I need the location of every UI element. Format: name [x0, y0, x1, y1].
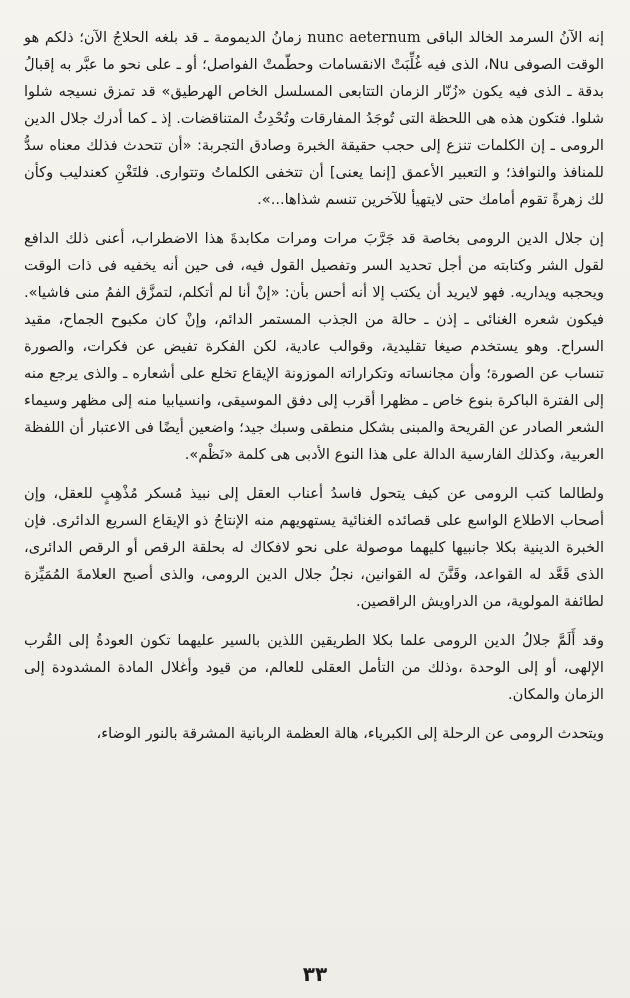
paragraph-5 — [24, 720, 604, 747]
paragraph-5-text: ويتحدث الرومى عن الرحلة إلى الكبرياء، هالة العظمة الربانية المشرقة بالنور الوضاء، — [96, 725, 604, 742]
paragraph-1-rest-b: ذلكم هو الوقت الصوفى Nu، الذى فيه غُلِّبَتْ الانقسامات وحطّمتْ الفواصل؛ أو ـ على نحو ما عبَّر به إقبالُ بدقة ـ الذى فيه يكون «زُنّار الزمان التتابعى المسلسل الخاص الهرطيق» قد تمزق نسيجه شلوا شلوا. فتكون هذه هى اللحظة التى تُوجَدُ المفارقات وتُحْدِثُ المتناقضات. إذ ـ كما أدرك جلال الدين الرومى ـ إن الكلمات تنزع إلى حجب حقيقة الخبرة وصادق التجربة: «أن تتحدث فذلك معناه سدُّ للمنافذ والنوافذ؛ و التعبير الأعمق [إنما يعنى] أن تتخفى الكلماتُ وتتوارى. فلتَغْنِ كعندليب وكأن لك زهرةً تقوم أمامك حتى لايتهيأ للآخرين تنسم شذاها...». — [24, 29, 604, 208]
paragraph-1-start: إنه الآنُ السرمد الخالد الباقى — [420, 29, 605, 46]
paragraph-1-rest-a: زمانُ الديمومة ـ قد بلغه الحلاجُ الآن؛ — [79, 29, 308, 46]
paragraph-3-text: ولطالما كتب الرومى عن كيف يتحول فاسدُ أعناب العقل إلى نبيذ مُسكر مُذْهِبٍ للعقل، وإن أصحاب الاطلاع الواسع على قصائده الغنائية يستهويهم منه الإنتاجُ ذو الإيقاع السريع الدائرى. فإن الخبرة الدينية بكلا جانبيها كليهما موصولة على نحو لافكاك له بحلقة الرقص أو الرقص الدائرى، الذى قَعَّد له القواعد، وقَنَّنَ له القوانين، نجلُ جلال الدين الرومى، والذى أصبح العلامةَ المُمَيِّزة لطائفة المولوية، من الدراويش الراقصين. — [24, 485, 604, 610]
latin-term: nunc aeternum — [307, 29, 421, 46]
paragraph-4-text: وقد أَلَمَّ جلالُ الدين الرومى علما بكلا الطريقين اللذين بالسير عليهما تكون العودةُ إلى القُرب الإلهى، أو إلى الوحدة ،وذلك من التأمل العقلى للعالم، من قيود وأغلال المادة المشدودة إلى الزمان والمكان. — [24, 632, 604, 703]
paragraph-2-text: إن جلال الدين الرومى بخاصة قد جَرَّبَ مرات ومرات مكابدةَ هذا الاضطراب، أعنى ذلك الدافع لقول الشر وكتابته من أجل تحديد السر وتفصيل القول فيه، فى حين أنه يخفيه فى ذات الوقت ويحجبه ويداريه. فهو لايريد أن يكتب إلا أنه أحس بأن: «إنْ أنا لم أتكلم، لتمزَّق الفمُ منى فاشيا». فيكون شعره الغنائى ـ إذن ـ حالة من الجذب المستمر الدائم، وإنْ كان مكبوح الجماح، مقيد السراح. وهو يستخدم صيغا تقليدية، وقوالب عادية، لكن الفكرة تفيض عن فكرات، والصورة تنساب عن الصورة؛ وأن مجانساته وتكراراته الموزونة الإيقاع تخلع على أشعاره ـ والذى يرجع منه إلى الفترة الباكرة بنوع خاص ـ مظهرا أقرب إلى دفق الموسيقى، وانسيابيا منه إلى مظهر وسيماء الشعر الصادر عن القريحة والمبنى بشكل منطقى وسبك جيد؛ واضعين أيضًا فى الاعتبار أن اللفظة العربية، وكذلك الفارسية الدالة على هذا النوع الأدبى هى كلمة «نَظْم». — [24, 230, 604, 463]
paragraph-3 — [24, 480, 604, 615]
page-number: ٣٣ — [302, 962, 328, 986]
paragraph-2 — [24, 225, 604, 468]
paragraph-4 — [24, 627, 604, 708]
paragraph-1 — [24, 24, 604, 213]
